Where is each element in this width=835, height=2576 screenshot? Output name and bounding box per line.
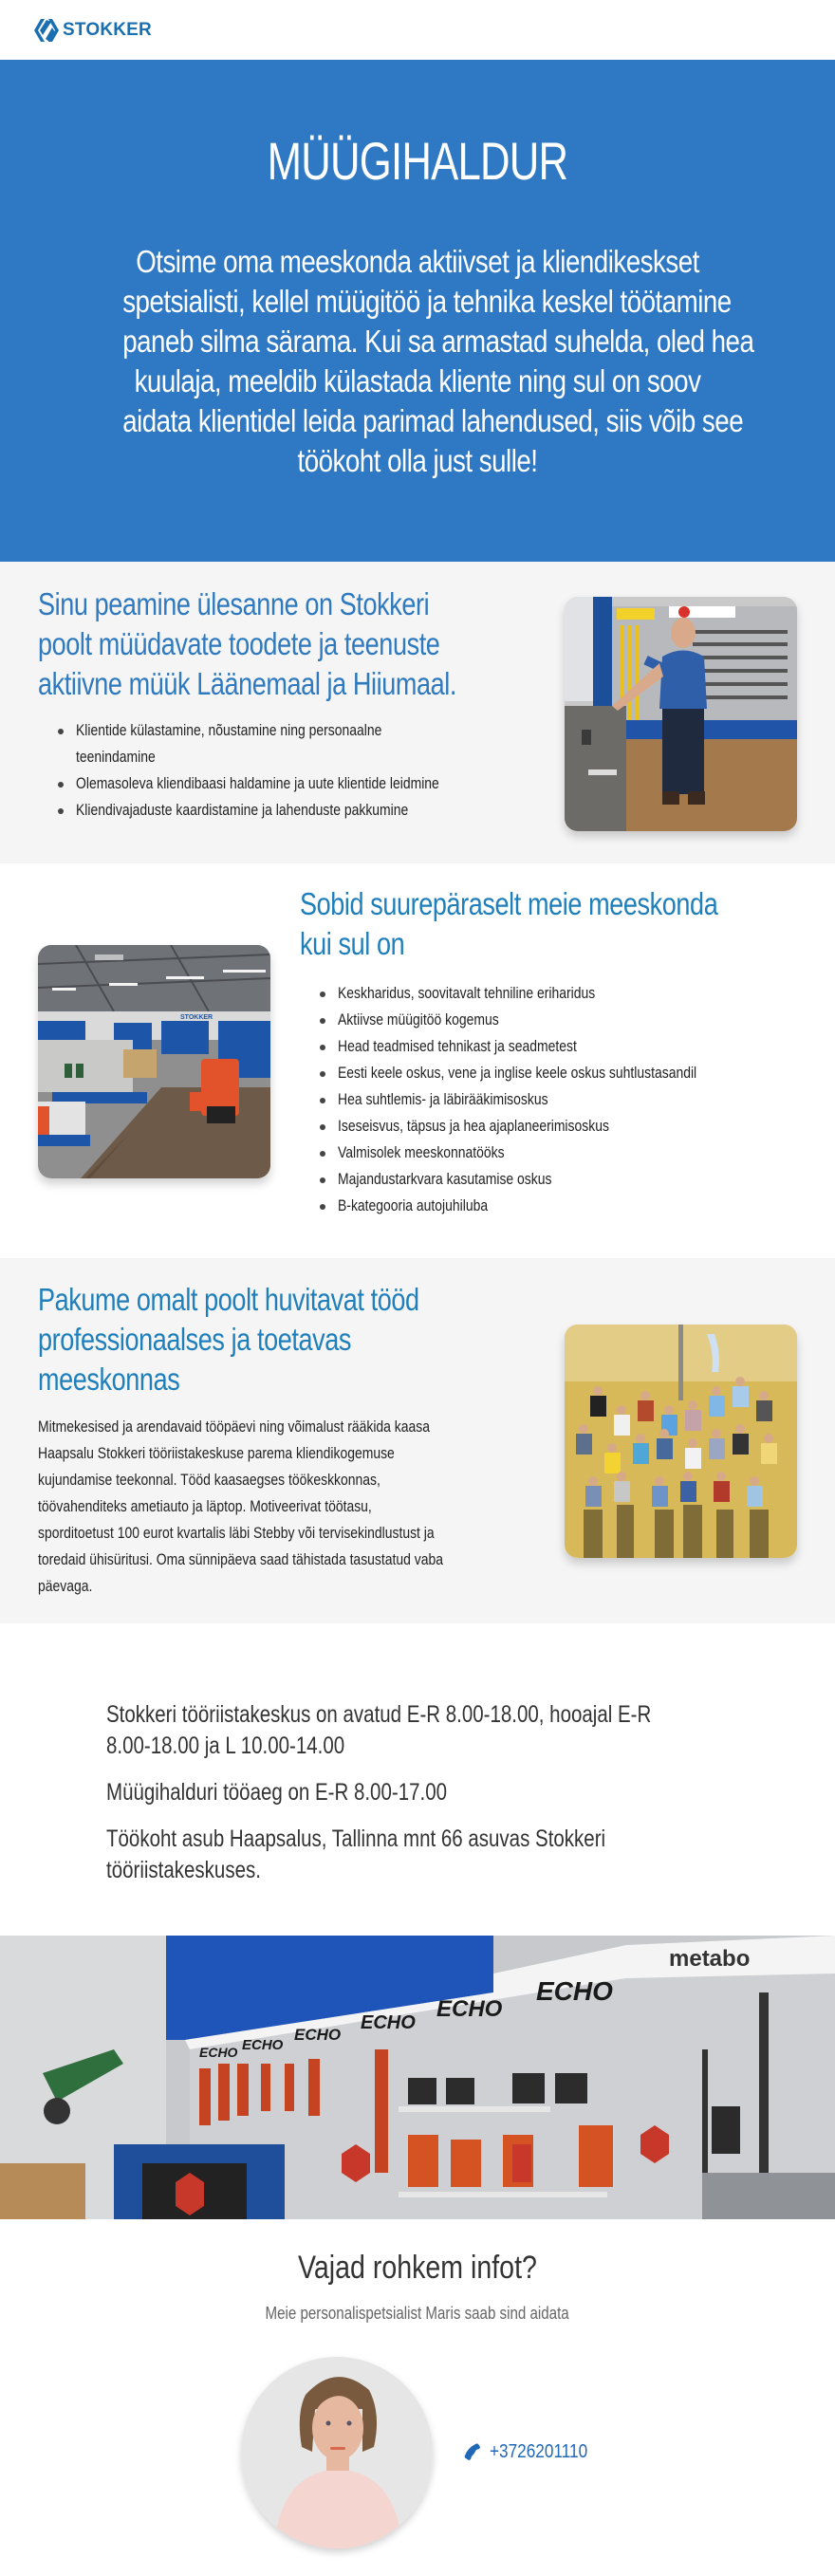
hero-intro-line: spetsialisti, kellel müügitöö ja tehnika keskel töötamine	[122, 284, 732, 320]
tasks-heading-line: Sinu peamine ülesanne on Stokkeri	[38, 586, 430, 621]
info-line: Stokkeri tööriistakeskus on avatud E-R 8.00-18.00, hooajal E-R	[106, 1701, 652, 1728]
echo-sign: ECHO	[361, 2012, 416, 2033]
info-line: tööriistakeskuses.	[106, 1857, 261, 1883]
stokker-logo-icon	[32, 17, 61, 44]
list-item	[38, 717, 519, 770]
list-item-text: Head teadmised tehnikast ja seadmetest	[338, 1037, 577, 1055]
list-item-text: Keskharidus, soovitavalt tehniline eriharidus	[338, 984, 596, 1002]
phone-number: +3726201110	[490, 2441, 588, 2462]
list-item	[300, 1113, 775, 1140]
list-item-text: teenindamine	[76, 748, 156, 766]
requirements-list	[300, 980, 775, 1219]
hero-intro-line: kuulaja, meeldib külastada kliente ning sul on soov	[134, 363, 701, 399]
phone-icon	[462, 2443, 481, 2462]
power-tools-wall-image	[0, 1936, 835, 2219]
info-line: 8.00-18.00 ja L 10.00-14.00	[106, 1733, 345, 1759]
list-item	[300, 980, 775, 1007]
hero-intro-line: aidata klientidel leida parimad lahendused, siis võib see	[122, 403, 744, 439]
offer-heading	[38, 1280, 503, 1399]
echo-sign: ECHO	[436, 1996, 503, 2022]
hero-intro-line: töökoht olla just sulle!	[297, 443, 538, 479]
echo-sign: ECHO	[199, 2045, 238, 2060]
list-item	[300, 1166, 775, 1193]
offer-body-line: Mitmekesised ja arendavaid tööpäevi ning võimalust rääkida kaasa	[38, 1418, 431, 1436]
requirements-heading-line: kui sul on	[300, 926, 405, 961]
offer-section	[0, 1258, 835, 1623]
team-photo	[565, 1325, 797, 1558]
list-item-text: Eesti keele oskus, vene ja inglise keele oskus suhtlustasandil	[338, 1064, 697, 1082]
store-banner-image	[0, 1936, 835, 2219]
list-item	[300, 1033, 775, 1060]
team-photo-image	[565, 1325, 797, 1558]
info-section	[0, 1623, 835, 1936]
offer-body-line: Haapsalu Stokkeri tööriistakeskuse parema kliendikogemuse	[38, 1444, 395, 1462]
list-item	[300, 1007, 775, 1033]
offer-heading-line: professionaalses ja toetavas	[38, 1322, 351, 1357]
recruiter-photo	[241, 2357, 433, 2548]
working-hours	[106, 1777, 835, 1808]
logo-text: STOKKER	[63, 19, 152, 40]
echo-sign: ECHO	[536, 1976, 613, 2006]
offer-body-line: toredaid ühisüritusi. Oma sünnipäeva saad tähistada tasustatud vaba	[38, 1550, 443, 1568]
work-location	[106, 1824, 835, 1886]
list-item-text: Kliendivajaduste kaardistamine ja lahenduste pakkumine	[76, 801, 409, 819]
contact-subheading: Meie personalispetsialist Maris saab sind aidata	[265, 2304, 570, 2323]
offer-body-line: töövahenditeks ametiauto ja läptop. Motiveerivat töötasu,	[38, 1497, 372, 1515]
contact-heading: Vajad rohkem infot?	[298, 2250, 537, 2286]
requirements-heading-line: Sobid suurepäraselt meie meeskonda	[300, 886, 718, 921]
employee-photo-image	[565, 597, 797, 831]
requirements-heading	[300, 884, 809, 964]
list-item-text: Olemasoleva kliendibaasi haldamine ja uute klientide leidmine	[76, 774, 439, 792]
opening-hours	[106, 1699, 835, 1762]
offer-heading-line: Pakume omalt poolt huvitavat tööd	[38, 1282, 419, 1317]
tasks-heading	[38, 584, 548, 704]
echo-sign: ECHO	[242, 2037, 284, 2053]
offer-heading-line: meeskonnas	[38, 1362, 180, 1397]
offer-body-line: kujundamise teekonnal. Tööd kaasaegses töökeskkonnas,	[38, 1471, 380, 1489]
contact-section	[0, 2219, 835, 2575]
hero-intro-line: Otsime oma meeskonda aktiivset ja kliendikeskset	[136, 244, 699, 280]
offer-body	[38, 1414, 532, 1600]
tasks-section	[0, 562, 835, 863]
page-title: MÜÜGIHALDUR	[267, 131, 568, 191]
hero-intro-line: paneb silma särama. Kui sa armastad suhelda, oled hea	[122, 324, 754, 360]
list-item-text: Iseseisvus, täpsus ja hea ajaplaneerimisoskus	[338, 1117, 609, 1135]
tasks-list	[38, 717, 519, 824]
svg-text:STOKKER: STOKKER	[180, 1014, 213, 1021]
phone-link[interactable]	[462, 2441, 603, 2463]
requirements-section	[0, 863, 835, 1258]
top-bar	[0, 0, 835, 60]
list-item-text: Majandustarkvara kasutamise oskus	[338, 1170, 552, 1188]
hero-intro	[66, 242, 769, 481]
tasks-heading-line: aktiivne müük Läänemaal ja Hiiumaal.	[38, 666, 456, 701]
list-item-text: B-kategooria autojuhiluba	[338, 1196, 489, 1214]
store-interior-image	[38, 945, 270, 1178]
recruiter-avatar	[241, 2357, 433, 2548]
list-item	[300, 1086, 775, 1113]
list-item	[38, 797, 519, 824]
list-item-text: Valmisolek meeskonnatööks	[338, 1143, 505, 1161]
store-interior-photo	[38, 945, 270, 1178]
list-item-text: Klientide külastamine, nõustamine ning personaalne	[76, 721, 382, 739]
stokker-logo[interactable]	[32, 17, 152, 44]
tasks-heading-line: poolt müüdavate toodete ja teenuste	[38, 626, 440, 661]
info-line: Müügihalduri tööaeg on E-R 8.00-17.00	[106, 1779, 447, 1806]
offer-body-line: päevaga.	[38, 1577, 93, 1595]
echo-sign: ECHO	[294, 2026, 342, 2044]
metabo-sign: metabo	[669, 1946, 751, 1972]
list-item-text: Hea suhtlemis- ja läbirääkimisoskus	[338, 1090, 548, 1108]
list-item	[300, 1060, 775, 1086]
list-item-text: Aktiivse müügitöö kogemus	[338, 1010, 499, 1029]
list-item	[300, 1140, 775, 1166]
employee-photo	[565, 597, 797, 831]
offer-body-line: sporditoetust 100 eurot kvartalis läbi Stebby või tervisekindlustust ja	[38, 1524, 435, 1542]
list-item	[300, 1193, 775, 1219]
info-line: Töökoht asub Haapsalus, Tallinna mnt 66 asuvas Stokkeri	[106, 1825, 606, 1852]
list-item	[38, 770, 519, 797]
hero-section	[0, 60, 835, 562]
